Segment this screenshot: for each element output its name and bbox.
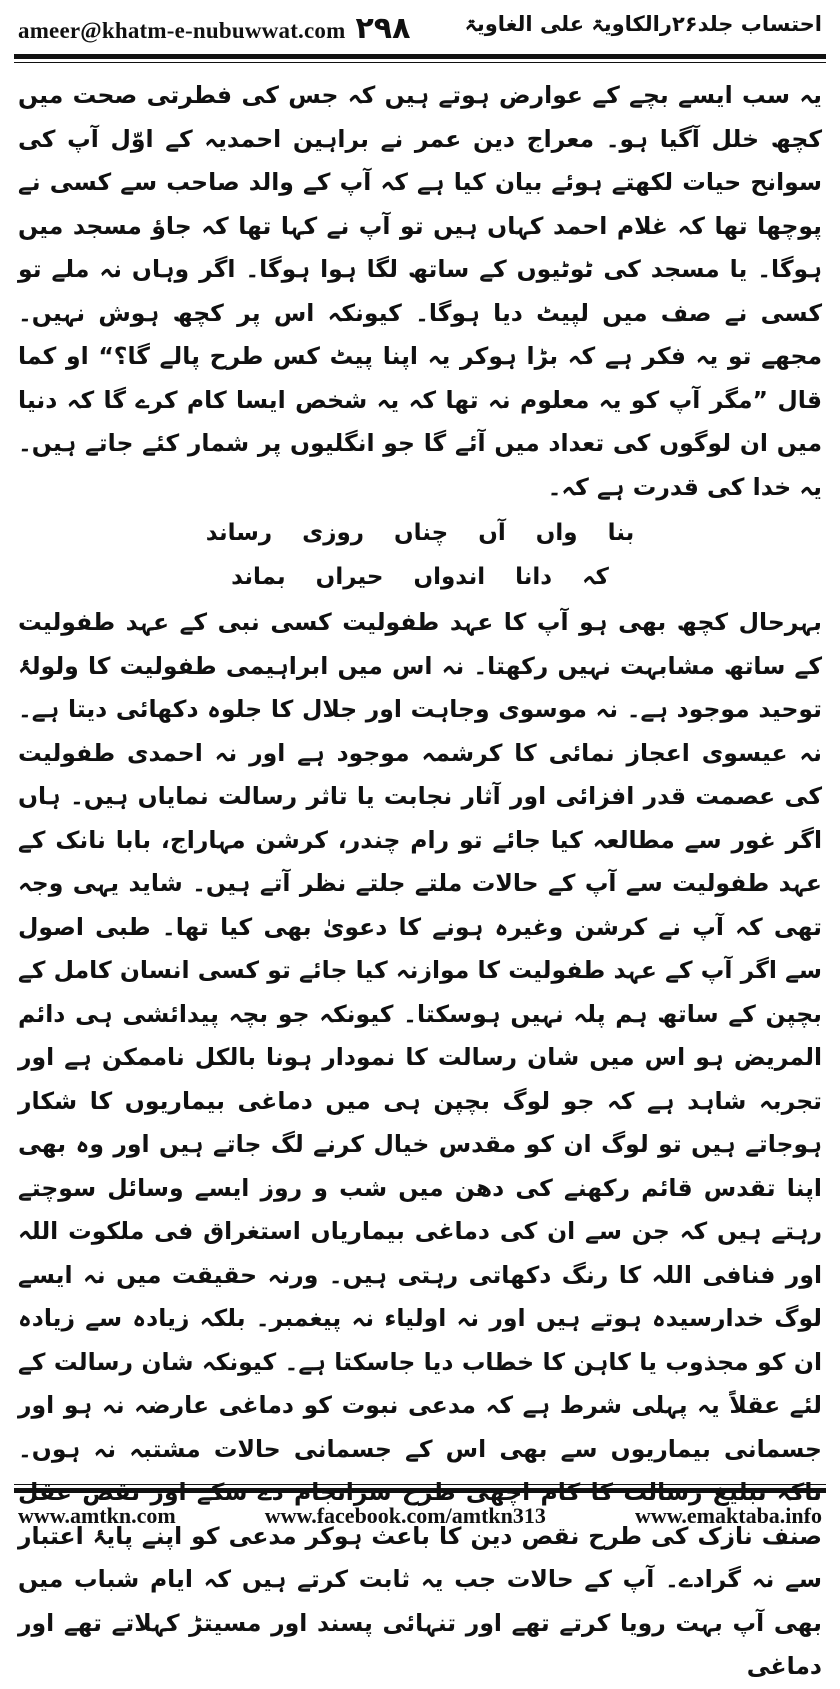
header-rule-thin: [14, 62, 826, 63]
verse-block: [18, 511, 822, 599]
footer-link-amtkn: www.amtkn.com: [18, 1503, 176, 1528]
footer-rule-thick: [14, 1488, 826, 1493]
verse-line-2: کہ دانا اندواں حیراں بماند: [231, 564, 609, 590]
header-rule-thick: [14, 54, 826, 59]
header-left: [18, 11, 411, 46]
footer-rule-thin: [14, 1484, 826, 1485]
footer-link-facebook: www.facebook.com/amtkn313: [264, 1503, 546, 1528]
page-header: [18, 10, 822, 50]
header-email: ameer@khatm-e-nubuwwat.com: [18, 18, 346, 43]
book-title: احتساب جلد۲۶رالکاویۃ علی الغاویۃ: [464, 12, 822, 36]
paragraph-1: یہ سب ایسے بچے کے عوارض ہوتے ہیں کہ جس کی فطرتی صحت میں کچھ خلل آگیا ہو۔ معراج دین عمر نے براہین احمدیہ کے اوّل آپ کی سوانح حیات لکھتے ہوئے بیان کیا ہے کہ آپ کے والد صاحب سے کسی نے پوچھا تھا کہ غلام احمد کہاں ہیں تو آپ نے کہا تھا کہ جاؤ مسجد میں ہوگا۔ یا مسجد کی ٹوٹیوں کے ساتھ لگا ہوا ہوگا۔ اگر وہاں نہ ملے تو کسی نے صف میں لپیٹ دیا ہوگا۔ کیونکہ اس پر کچھ ہوش نہیں۔ مجھے تو یہ فکر ہے کہ بڑا ہوکر یہ اپنا پیٹ کس طرح پالے گا؟“ او کما قال ”مگر آپ کو یہ معلوم نہ تھا کہ یہ شخص ایسا کام کرے گا کہ دنیا میں ان لوگوں کی تعداد میں آئے گا جو انگلیوں پر شمار کئے جاتے ہیں۔ یہ خدا کی قدرت ہے کہ۔: [18, 81, 822, 501]
verse-line-1: بنا واں آں چناں روزی رساند: [205, 520, 635, 546]
paragraph-2: بہرحال کچھ بھی ہو آپ کا عہد طفولیت کسی نبی کے عہد طفولیت کے ساتھ مشابہت نہیں رکھتا۔ نہ اس میں ابراہیمی طفولیت کا ولولۂ توحید موجود ہے۔ نہ موسوی وجاہت اور جلال کا جلوہ دکھائی دیتا ہے۔ نہ عیسوی اعجاز نمائی کا کرشمہ موجود ہے اور نہ احمدی طفولیت کی عصمت قدر افزائی اور آثار نجابت یا تاثر رسالت نمایاں ہیں۔ ہاں اگر غور سے مطالعہ کیا جائے تو رام چندر، کرشن مہاراج، بابا نانک کے عہد طفولیت سے آپ کے حالات ملتے جلتے نظر آتے ہیں۔ شاید یہی وجہ تھی کہ آپ نے کرشن وغیرہ ہونے کا دعویٰ بھی کیا تھا۔ طبی اصول سے اگر آپ کے عہد طفولیت کا موازنہ کیا جائے تو کسی انسان کامل کے بچپن کے ساتھ ہم پلہ نہیں ہوسکتا۔ کیونکہ جو بچہ پیدائشی ہی دائم المریض ہو اس میں شان رسالت کا نمودار ہونا بالکل ناممکن ہے اور تجربہ شاہد ہے کہ جو لوگ بچپن ہی میں دماغی بیماریوں کا شکار ہوجاتے ہیں تو لوگ ان کو مقدس خیال کرنے لگ جاتے ہیں اور وہ بھی اپنا تقدس قائم رکھنے کی دھن میں شب و روز ایسے وسائل سوچتے رہتے ہیں کہ جن سے ان کی دماغی بیماریاں استغراق فی ملکوت اللہ اور فنافی اللہ کا رنگ دکھاتی رہتی ہیں۔ ورنہ حقیقت میں نہ ایسے لوگ خدارسیدہ ہوتے ہیں اور نہ اولیاء نہ پیغمبر۔ بلکہ زیادہ سے زیادہ ان کو مجذوب یا کاہن کا خطاب دیا جاسکتا ہے۔ کیونکہ شان رسالت کے لئے عقلاً یہ پہلی شرط ہے کہ مدعی نبوت کو دماغی عارضہ نہ ہو اور جسمانی بیماریوں سے بھی اس کے جسمانی حالات مشتبہ نہ ہوں۔ صنف نازک کی طرح نقص دین کا باعث ہوکر مدعی کو اپنے پایۂ اعتبار سے نہ گرادے۔ آپ کے حالات جب یہ ثابت کرتے ہیں کہ ایام شباب میں بھی آپ بہت رویا کرتے تھے اور تنہائی پسند اور مسیتڑ کہلاتے تھے اور دماغی: [18, 608, 822, 1680]
page-footer: [18, 1500, 822, 1532]
footer-link-emaktaba: www.emaktaba.info: [634, 1503, 822, 1528]
page-number: ۲۹۸: [355, 11, 411, 46]
